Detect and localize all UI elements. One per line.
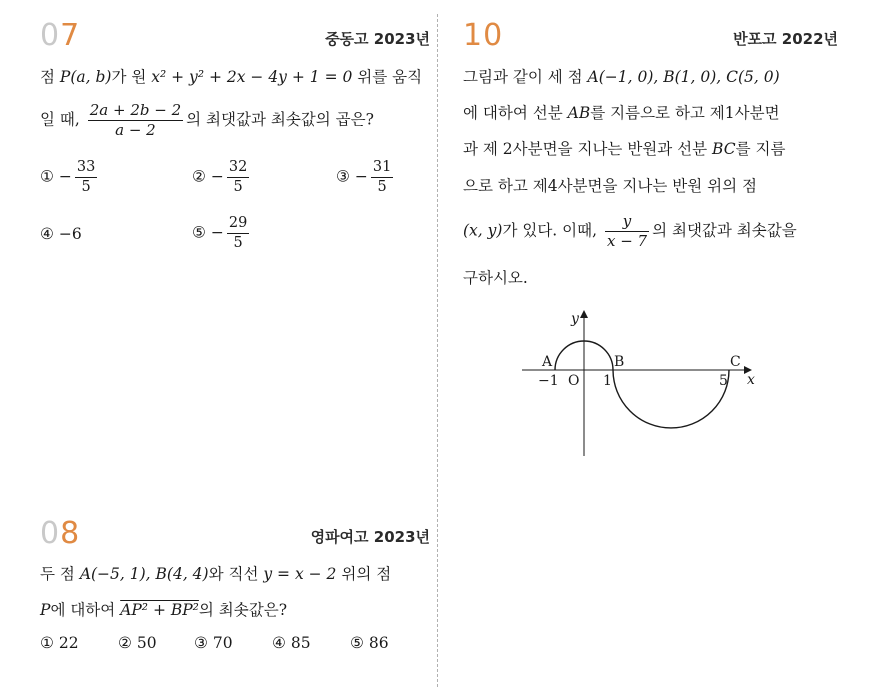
tick-neg1-label: −1	[538, 373, 559, 389]
problem-source: 반포고 2022년	[733, 30, 838, 48]
problem-text-line: 두 점 A(−5, 1), B(4, 4)와 직선 y = x − 2 위의 점	[40, 565, 392, 583]
problem-text-line: P에 대하여 AP² + BP²의 최솟값은?	[40, 601, 288, 619]
choice-5[interactable]: ⑤ 86	[350, 634, 389, 652]
choice-3[interactable]: ③ 70	[194, 634, 233, 652]
choice-1[interactable]: ① − $\frac{33}{5}$	[40, 159, 96, 195]
y-axis-label: y	[571, 311, 579, 327]
point-c-label: C	[730, 354, 741, 370]
problem-number: 08	[40, 516, 81, 551]
fraction: $\frac{y}{x - 7}$	[606, 212, 648, 250]
fraction: $\frac{2a + 2b - 2}{a - 2}$	[89, 101, 182, 139]
left-column	[40, 0, 430, 687]
y-axis-arrow	[580, 310, 588, 318]
problem-number: 07	[40, 18, 81, 53]
point-b-label: B	[614, 354, 625, 370]
choice-1[interactable]: ① 22	[40, 634, 79, 652]
problem-source: 영파여고 2023년	[310, 528, 430, 546]
semicircle-graph	[520, 306, 760, 461]
choice-3[interactable]: ③ − $\frac{31}{5}$	[336, 159, 392, 195]
choice-2[interactable]: ② 50	[118, 634, 157, 652]
problem-text-line: 점 P(a, b)가 원 x² + y² + 2x − 4y + 1 = 0 위를 움직	[40, 68, 423, 86]
point-a-label: A	[542, 354, 553, 370]
problem-text-line: 그림과 같이 세 점 A(−1, 0), B(1, 0), C(5, 0)	[463, 68, 780, 86]
column-divider	[437, 14, 438, 687]
tick-5-label: 5	[719, 373, 728, 389]
right-column	[463, 0, 838, 687]
x-axis-label: x	[747, 372, 755, 388]
choice-2[interactable]: ② − $\frac{32}{5}$	[192, 159, 248, 195]
problem-source: 중동고 2023년	[325, 30, 430, 48]
problem-text-line: 구하시오.	[463, 269, 528, 287]
lower-semicircle	[613, 370, 729, 428]
choice-4[interactable]: ④ 85	[272, 634, 311, 652]
problem-number: 10	[463, 18, 504, 53]
problem-text-line: 과 제 2사분면을 지나는 반원과 선분 BC를 지름	[463, 140, 786, 158]
choice-5[interactable]: ⑤ − $\frac{29}{5}$	[192, 215, 248, 251]
choice-4[interactable]: ④ −6	[40, 225, 82, 243]
problem-text-line: 에 대하여 선분 AB를 지름으로 하고 제1사분면	[463, 104, 780, 122]
problem-text-line: 으로 하고 제4사분면을 지나는 반원 위의 점	[463, 177, 757, 195]
origin-label: O	[568, 373, 580, 389]
problem-text-line: (x, y)가 있다. 이때, $\frac{y}{x - 7}$ 의 최댓값과 최솟값을	[463, 212, 797, 250]
tick-1-label: 1	[603, 373, 612, 389]
problem-text-line: 일 때, $\frac{2a + 2b - 2}{a - 2}$ 의 최댓값과 최솟값의 곱은?	[40, 101, 374, 139]
